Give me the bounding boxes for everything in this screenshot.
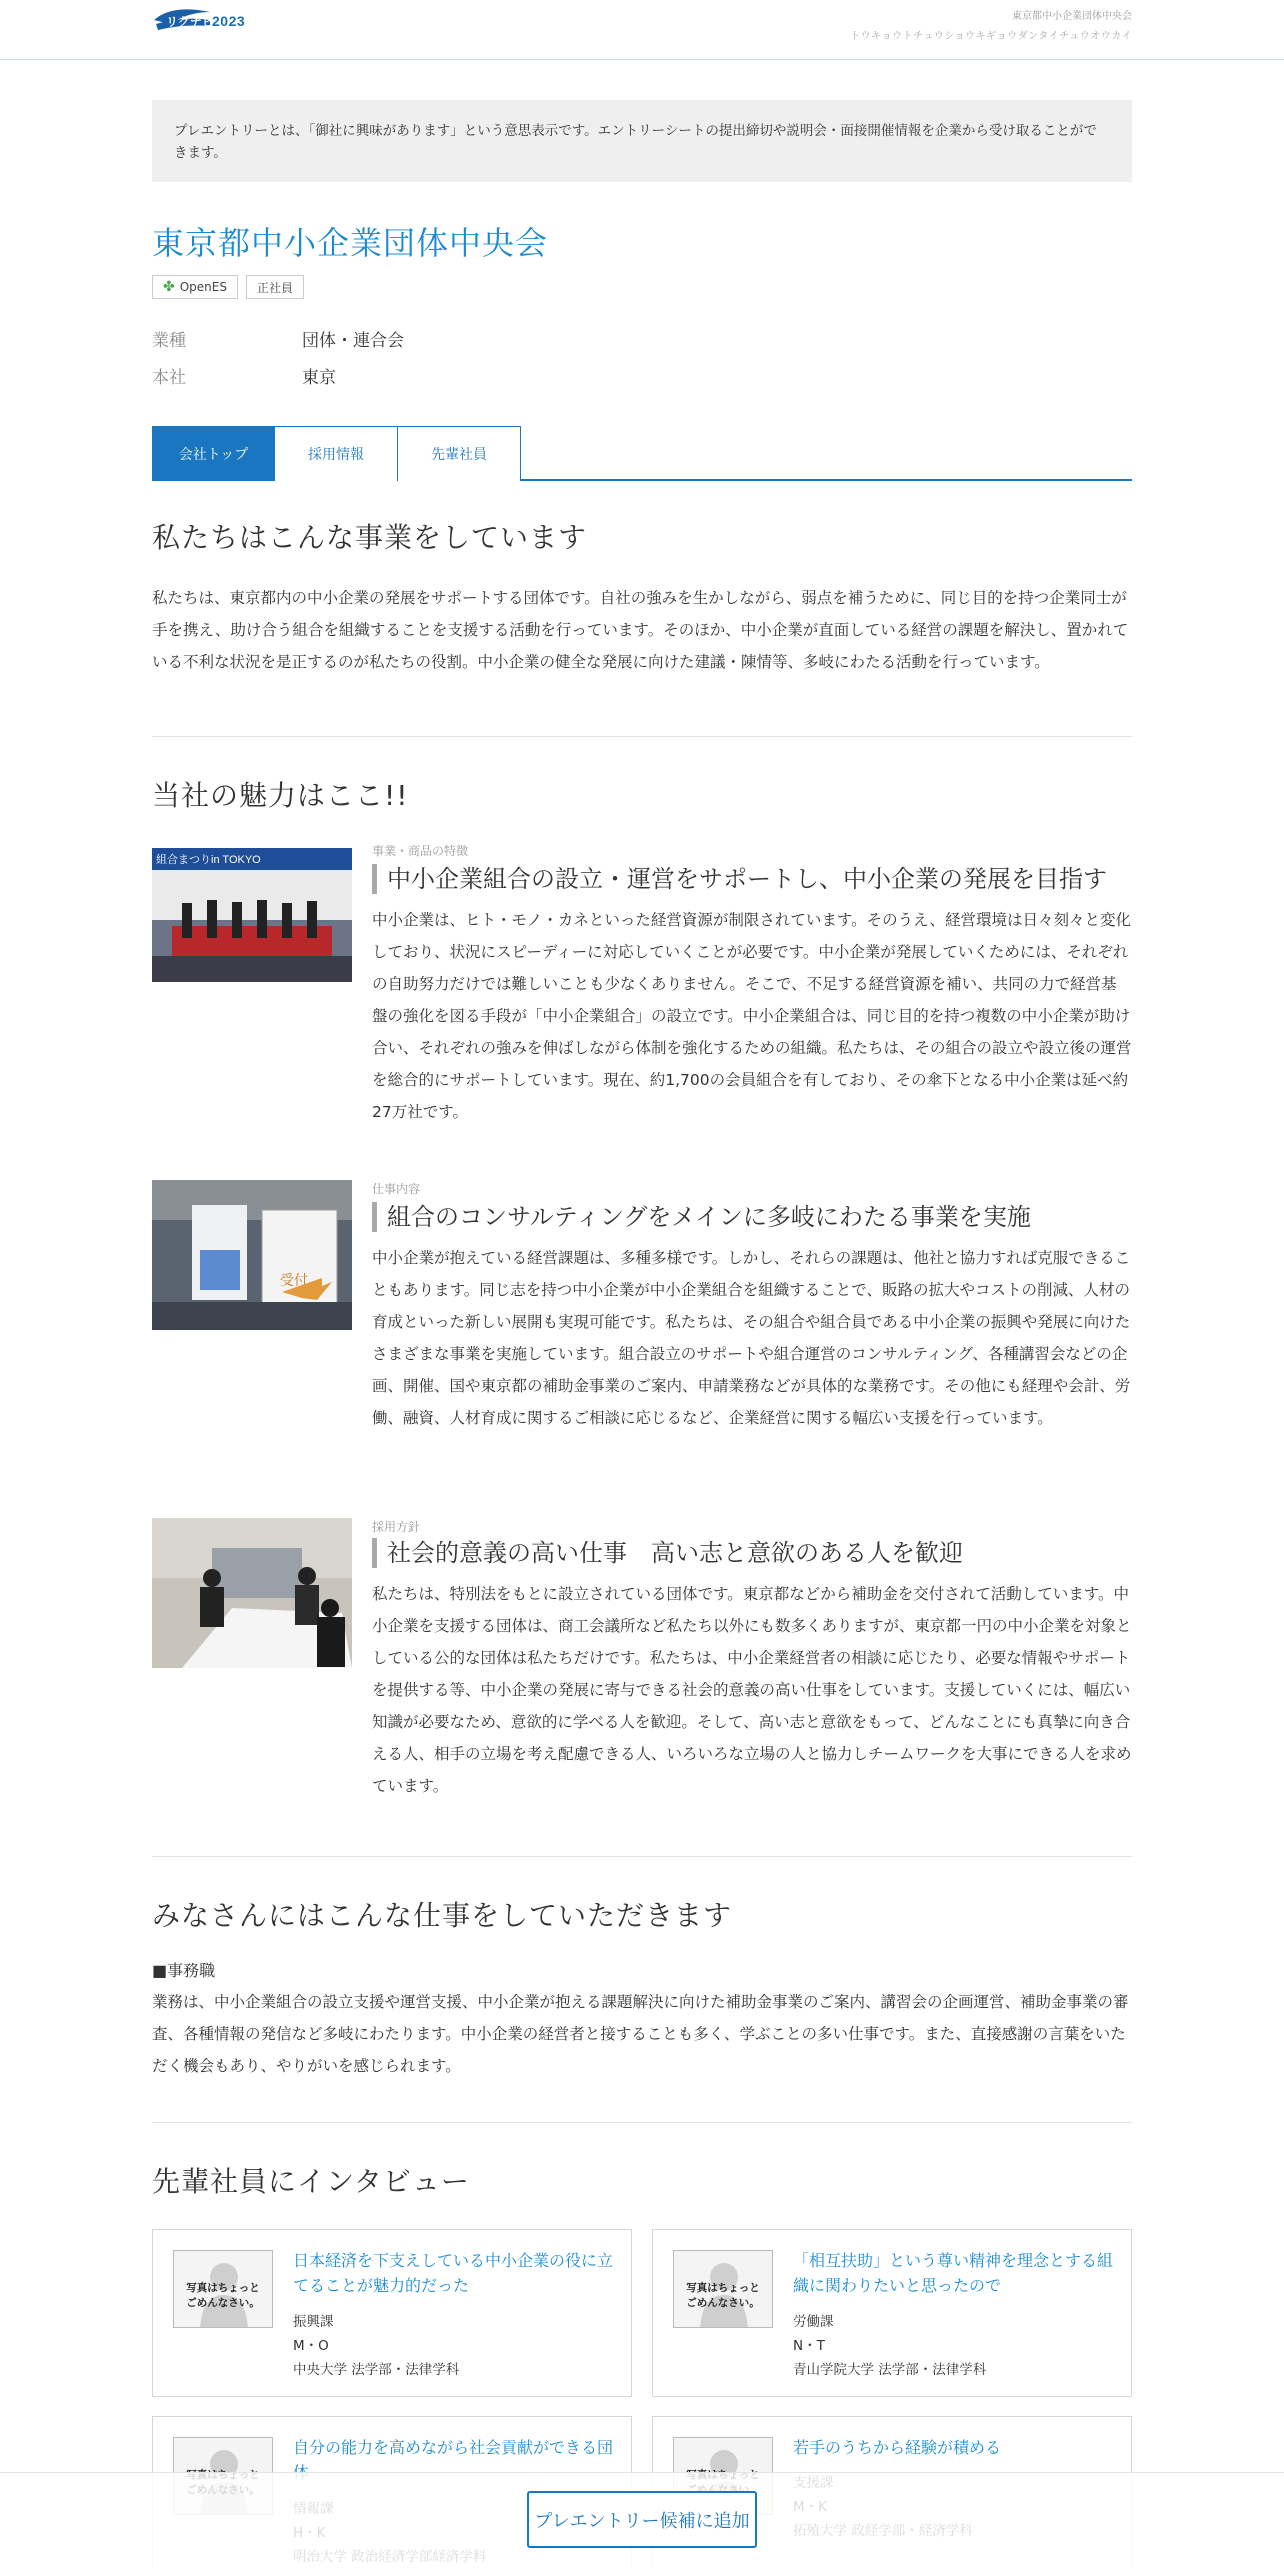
photo-placeholder-text: 写真はちょっと ごめんなさい。 [186, 2282, 260, 2309]
site-header [0, 0, 1284, 60]
industry-label: 業種 [152, 331, 186, 351]
divider [152, 2122, 1132, 2123]
header-company-name: 東京都中小企業団体中央会 [1012, 11, 1132, 22]
interview-initials: M・O [293, 2338, 329, 2354]
interview-school: 青山学院大学 法学部・法律学科 [793, 2362, 987, 2378]
company-tags [152, 275, 304, 299]
feature-image-event [152, 848, 352, 982]
feature-heading: 組合のコンサルティングをメインに多岐にわたる事業を実施 [372, 1202, 1132, 1232]
hq-label: 本社 [152, 368, 186, 388]
interview-card[interactable] [652, 2229, 1132, 2397]
header-company-kana: トウキョウトチュウショウキギョウダンタイチュウオウカイ [850, 31, 1132, 42]
work-title: みなさんにはこんな仕事をしていただきます [152, 1899, 733, 1932]
logo-year: 2023 [212, 13, 246, 29]
feature-category: 事業・商品の特徴 [372, 844, 469, 858]
business-text: 私たちは、東京都内の中小企業の発展をサポートする団体です。自社の強みを生かしながら、弱点を補うために、同じ目的を持つ企業同士が手を携え、助け合う組合を組織することを支援する活動を行っています。そのほか、中小企業が直面している経営の課題を解決し、置かれている不利な状況を是正するのが私たちの役割。中小企業の健全な発展に向けた建議・陳情等、多岐にわたる活動を行っています。 [152, 589, 1129, 671]
company-name: 東京都中小企業団体中央会 [152, 224, 549, 262]
pre-entry-notice: プレエントリーとは、「御社に興味があります」という意思表示です。エントリーシートの提出締切や説明会・面接開催情報を企業から受け取ることができます。 [152, 100, 1132, 182]
pre-entry-button[interactable]: プレエントリー候補に追加 [527, 2491, 757, 2548]
floating-cta-bar [0, 2472, 1284, 2568]
interview-title[interactable]: 日本経済を下支えしている中小企業の役に立てることが魅力的だった [293, 2251, 614, 2295]
divider [152, 736, 1132, 737]
interview-title[interactable]: 「相互扶助」という尊い精神を理念とする組織に関わりたいと思ったので [793, 2251, 1114, 2295]
interview-title[interactable]: 若手のうちから経験が積める [793, 2438, 1002, 2457]
feature-heading: 中小企業組合の設立・運営をサポートし、中小企業の発展を目指す [372, 864, 1132, 894]
business-title: 私たちはこんな事業をしています [152, 521, 588, 554]
tag-fulltime: 正社員 [246, 275, 304, 299]
svg-text:組合まつりin TOKYO: 組合まつりin TOKYO [156, 854, 261, 866]
feature-category: 採用方針 [372, 1520, 421, 1534]
photo-placeholder-text: 写真はちょっと ごめんなさい。 [686, 2282, 760, 2309]
interview-school: 中央大学 法学部・法律学科 [293, 2362, 460, 2378]
tab-company-top[interactable]: 会社トップ [152, 426, 275, 481]
interviews-title: 先輩社員にインタビュー [152, 2165, 470, 2198]
hq-value: 東京 [302, 368, 336, 388]
appeal-title: 当社の魅力はここ!! [152, 779, 409, 812]
interview-title[interactable]: 自分の能力を高めながら社会貢献ができる団 [293, 2438, 614, 2457]
svg-text:受付: 受付 [280, 1272, 308, 1288]
divider [152, 1856, 1132, 1857]
work-text: 業務は、中小企業組合の設立支援や運営支援、中小企業が抱える課題解決に向けた補助金事業のご案内、講習会の企画運営、補助金事業の審査、各種情報の発信など多岐にわたります。中小企業の経営者と接することも多く、学ぶことの多い仕事です。また、直接感謝の言葉をいただく機会もあり、やりがいを感じられます。 [152, 1993, 1129, 2075]
interview-initials: N・T [793, 2338, 825, 2354]
feature-text: 私たちは、特別法をもとに設立されている団体です。東京都などから補助金を交付されて活動しています。中小企業を支援する団体は、商工会議所など私たち以外にも数多くありますが、東京都一円の中小企業を対象としている公的な団体は私たちだけです。私たちは、中小企業経営者の相談に応じたり、必要な情報やサポートを提供する等、中小企業の発展に寄与できる社会的意義の高い仕事をしています。支援していくには、幅広い知識が必要なため、意欲的に学べる人を歓迎。そして、高い志と意欲をもって、どんなことにも真摯に向き合える人、相手の立場を考え配慮できる人、いろいろな立場の人と協力しチームワークを大事にできる人を求めています。 [372, 1585, 1132, 1795]
tab-senior-staff[interactable]: 先輩社員 [398, 426, 521, 481]
feature-category: 仕事内容 [372, 1182, 421, 1196]
tab-recruit-info[interactable]: 採用情報 [275, 426, 398, 481]
svg-text:リクナビ: リクナビ [166, 15, 214, 29]
industry-value: 団体・連合会 [302, 331, 404, 351]
clover-icon: ✤ [163, 279, 175, 295]
interview-dept: 労働課 [793, 2314, 834, 2330]
job-type: ■事務職 [152, 1961, 216, 1980]
placeholder-photo [173, 2250, 273, 2328]
feature-heading: 社会的意義の高い仕事 高い志と意欲のある人を歓迎 [372, 1538, 1132, 1568]
interview-card[interactable] [152, 2229, 632, 2397]
info-hq [152, 363, 336, 388]
interview-dept: 振興課 [293, 2314, 334, 2330]
tag-openes: ✤ OpenES [152, 275, 238, 299]
feature-text: 中小企業は、ヒト・モノ・カネといった経営資源が制限されています。そのうえ、経営環境は日々刻々と変化しており、状況にスピーディーに対応していくことが必要です。中小企業が発展していくためには、それぞれの自助努力だけでは難しいことも少なくありません。そこで、不足する経営資源を補い、共同の力で経営基盤の強化を図る手段が「中小企業組合」の設立です。中小企業組合は、同じ目的を持つ複数の中小企業が助け合い、それぞれの強みを伸ばしながら体制を強化するための組織。私たちは、その組合の設立や設立後の運営を総合的にサポートしています。現在、約1,700の会員組合を有しており、その傘下となる中小企業は延べ約27万社です。 [372, 911, 1132, 1121]
feature-text: 中小企業が抱えている経営課題は、多種多様です。しかし、それらの課題は、他社と協力すれば克服できることもあります。同じ志を持つ中小企業が中小企業組合を組織することで、販路の拡大やコストの削減、人材の育成といった新しい展開も実現可能です。私たちは、その組合や組合員である中小企業の振興や発展に向けたさまざまな事業を実施しています。組合設立のサポートや組合運営のコンサルティング、各種講習会などの企画、開催、国や東京都の補助金事業のご案内、申請業務などが具体的な業務です。その他にも経理や会計、労働、融資、人材育成に関するご相談に応じるなど、企業経営に関する幅広い支援を行っています。 [372, 1249, 1131, 1427]
feature-image-reception [152, 1180, 352, 1330]
placeholder-photo [673, 2250, 773, 2328]
company-tabs [152, 426, 1132, 481]
info-industry [152, 326, 404, 351]
feature-image-meeting [152, 1518, 352, 1668]
